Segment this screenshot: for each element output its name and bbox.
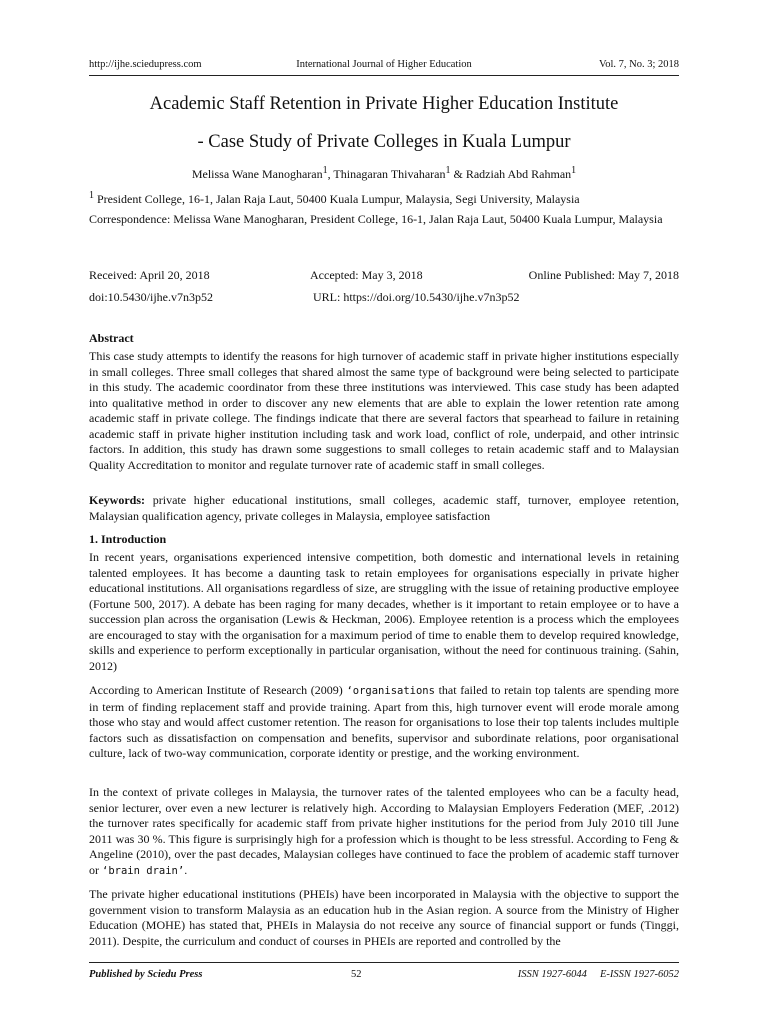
author-name: Radziah Abd Rahman xyxy=(465,167,572,181)
doi-link[interactable]: doi:10.5430/ijhe.v7n3p52 xyxy=(89,290,213,304)
author-list: Melissa Wane Manogharan$^1$, Thinagaran Thivaharan$^1$ & Radziah Abd Rahman$^1$ xyxy=(191,165,577,181)
intro-paragraph-2: According to American Institute of Research (2009) ‘organisations that failed to retain top talents are spending more in term of finding replacement staff and provide training. Apart from this, high turnover event will erode morale among those who stay and would affect customer retention. The reason for organisations to lose their top talents includes multiple factors such as dissatisfaction on compensation and benefits, supervisor and subordinate relations, poor organisational culture, lack of two-way communication, corporate identity or prestige, and the working environment. xyxy=(89,683,679,760)
correspondence: Correspondence: Melissa Wane Manogharan, President College, 16-1, Jalan Raja Laut, 50400 Kuala Lumpur, Malaysia xyxy=(89,212,663,226)
running-header xyxy=(89,59,679,73)
journal-url[interactable]: http://ijhe.sciedupress.com xyxy=(89,59,202,70)
quoted-term: ‘organisations xyxy=(346,685,435,697)
journal-name: International Journal of Higher Education xyxy=(296,59,472,70)
affiliation-mark: 1 xyxy=(89,190,94,201)
page-footer xyxy=(89,969,679,983)
keywords-label: Keywords: xyxy=(89,493,145,507)
paper-title-line-2: - Case Study of Private Colleges in Kuala Lumpur xyxy=(197,132,571,152)
page-number: 52 xyxy=(351,969,362,980)
section-heading-introduction: 1. Introduction xyxy=(89,532,167,546)
keywords-list: private higher educational institutions, small colleges, academic staff, turnover, employee retention, Malaysian qualification agency, private colleges in Malaysia, employee satisfaction xyxy=(89,493,679,523)
paper-title-line-1: Academic Staff Retention in Private Higher Education Institute xyxy=(149,94,619,114)
intro-paragraph-1: In recent years, organisations experienced intensive competition, both domestic and international levels in retaining talented employees. It has become a daunting task to retain employees for organisations especially in private higher educational institutions. All organisations regardless of size, are struggling with the issue of retaining productive employee (Fortune 500, 2017). A debate has been raging for many decades, whether is it important to retain employee or to have a succession plan across the organisation (Lewis & Heckman, 2006). Employee retention is a process which the employees are encouraged to stay with the organisation for a maximum period of time to enable them to develop required knowledge, skills and experience to perform exceptionally in particular organisation, without the need for continuous training. (Sahin, 2012) xyxy=(89,550,679,673)
doi-url-link[interactable]: URL: https://doi.org/10.5430/ijhe.v7n3p52 xyxy=(313,290,520,304)
affiliation-mark: 1 xyxy=(445,165,451,176)
author-name: Thinagaran Thivaharan xyxy=(333,167,446,181)
issn: ISSN 1927-6044 E-ISSN 1927-6052 xyxy=(517,969,679,980)
publication-dates xyxy=(89,268,679,284)
affiliation-mark: 1 xyxy=(322,165,328,176)
abstract-heading: Abstract xyxy=(89,331,134,345)
header-rule xyxy=(89,75,679,76)
keywords xyxy=(89,493,679,524)
quoted-term: ‘brain drain’ xyxy=(102,864,185,877)
publisher: Published by Sciedu Press xyxy=(89,969,203,980)
published-date: Online Published: May 7, 2018 xyxy=(528,268,679,282)
affiliation-mark: 1 xyxy=(571,165,577,176)
intro-paragraph-4: The private higher educational institutions (PHEIs) have been incorporated in Malaysia with the objective to support the government vision to transform Malaysia as an education hub in the Asian region. A source from the Ministry of Higher Education (MOHE) has stated that, PHEIs in Malaysia do not receive any source of financial support or funds (Tinggi, 2011). Despite, the curriculum and conduct of courses in PHEIs are reported and controlled by the xyxy=(89,887,679,948)
footer-rule xyxy=(89,962,679,963)
accepted-date: Accepted: May 3, 2018 xyxy=(310,268,423,282)
intro-paragraph-3: In the context of private colleges in Malaysia, the turnover rates of the talented employees who can be a faculty head, senior lecturer, over even a new lecturer is relatively high. According to Malaysian Employers Federation (MEF, .2012) the turnover rates specifically for academic staff from private higher institutions for the period from July 2010 till June 2011 was 30 %. This figure is surprisingly high for a profession which is thought to be less stressful. According to Feng & Angeline (2010), over the past decades, Malaysian colleges have continued to face the problem of academic staff turnover or ‘brain drain’. xyxy=(89,785,679,877)
volume-info: Vol. 7, No. 3; 2018 xyxy=(598,59,679,70)
identifiers xyxy=(89,290,679,306)
received-date: Received: April 20, 2018 xyxy=(89,268,210,282)
affiliation: $^1$ President College, 16-1, Jalan Raja Laut, 50400 Kuala Lumpur, Malaysia, Segi University, Malaysia xyxy=(89,190,580,206)
author-name: Melissa Wane Manogharan xyxy=(191,167,323,181)
abstract-text: This case study attempts to identify the reasons for high turnover of academic staff in private higher institutions especially in small colleges. Three small colleges that shared almost the same type of background were being selected to participate in this study. The academic coordinator from these three institutions was interviewed. This case study has been adapted into qualitative method in order to discover any new elements that are able to explain the lower retention rate among academic staff in private college. The findings indicate that there are several factors that spearhead to failure in retaining academic staff in private higher institution including task and work load, conflict of role, underpaid, and other intrinsic factors. In addition, this study has drawn some suggestions to small colleges to retain academic staff and to Malaysian Quality Accreditation to monitor and regulate turnover rate of academic staff in small colleges. xyxy=(89,349,679,472)
